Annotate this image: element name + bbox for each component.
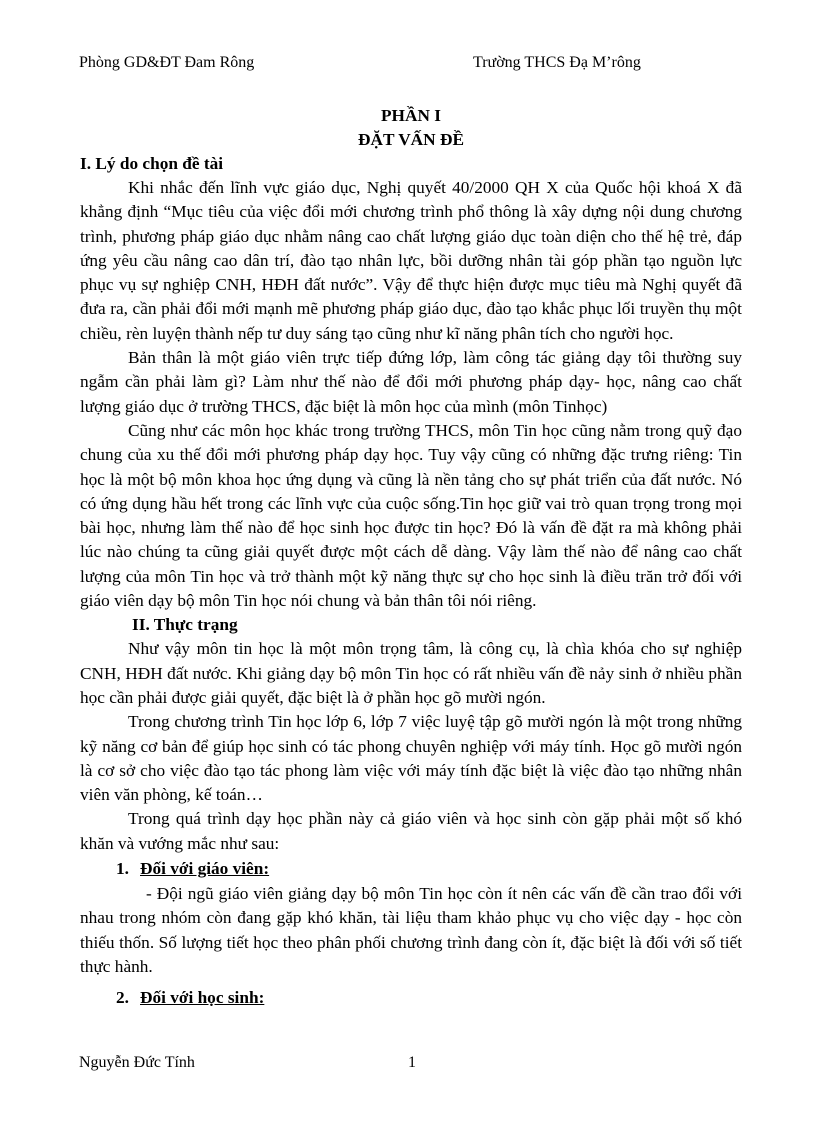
document-body: [80, 104, 742, 1011]
paragraph: Trong quá trình dạy học phần này cả giáo viên và học sinh còn gặp phải một số khó khăn và vướng mắc như sau:: [80, 809, 742, 853]
page-number: 1: [408, 1054, 416, 1071]
paragraph: Như vậy môn tin học là một môn trọng tâm, là công cụ, là chìa khóa cho sự nghiệp CNH, HĐH đất nước. Khi giảng dạy bộ môn Tin học có rất nhiều vấn đề nảy sinh ở nhiều phần học cần phải được giải quyết, đặc biệt là ở phần học gõ mười ngón.: [80, 639, 742, 707]
subheading-title: Đối với giáo viên:: [140, 859, 270, 879]
subheading-teachers: [80, 856, 742, 882]
paragraph: - Đội ngũ giáo viên giảng dạy bộ môn Tin học còn ít nên các vấn đề cần trao đổi với nhau trong nhóm còn đang gặp khó khăn, tài liệu tham khảo phục vụ cho việc dạy - học còn thiếu thốn. Số lượng tiết học theo phân phối chương trình đang còn ít, đặc biệt là đối với số tiết thực hành.: [80, 884, 742, 976]
header-school: Trường THCS Đạ M’rông: [473, 54, 641, 71]
subheading-number: 2.: [116, 988, 129, 1008]
footer-author: Nguyễn Đức Tính: [79, 1054, 195, 1071]
paragraph: Cũng như các môn học khác trong trường THCS, môn Tin học cũng nằm trong quỹ đạo chung của xu thế đổi mới phương pháp dạy học. Tuy vậy cũng có những đặc trưng riêng: Tin học là một bộ môn khoa học ứng dụng và cũng là nền tảng cho sự phát triển của đất nước. Nó có ứng dụng hầu hết trong các lĩnh vực của cuộc sống.Tin học giữ vai trò quan trọng trong mọi bài học, nhưng làm thế nào để học sinh học được tin học? Đó là vấn đề đặt ra mà không phải lúc nào chúng ta cũng giải quyết được một cách dễ dàng. Vậy làm thế nào để nâng cao chất lượng của môn Tin học và trở thành một kỹ năng thực sự cho học sinh là điều trăn trở đối với giáo viên dạy bộ môn Tin học nói chung và bản thân tôi nói riêng.: [80, 420, 742, 611]
paragraph: Bản thân là một giáo viên trực tiếp đứng lớp, làm công tác giảng dạy tôi thường suy ngẫm cần phải làm gì? Làm như thế nào để đổi mới phương pháp dạy- học, nâng cao chất lượng giáo dục ở trường THCS, đặc biệt là môn học của mình (môn Tinhọc): [80, 348, 742, 416]
subheading-students: [80, 985, 742, 1011]
section-heading-reasons: I. Lý do chọn đề tài: [80, 154, 224, 173]
header-department: Phòng GD&ĐT Đam Rông: [79, 54, 255, 71]
part-title: PHẦN I: [380, 106, 441, 125]
subheading-title: Đối với học sinh:: [140, 988, 265, 1008]
section-heading-status: II. Thực trạng: [132, 615, 238, 635]
part-subtitle: ĐẶT VẤN ĐỀ: [358, 130, 464, 149]
subheading-number: 1.: [116, 859, 129, 879]
paragraph: Khi nhắc đến lĩnh vực giáo dục, Nghị quyết 40/2000 QH X của Quốc hội khoá X đã khẳng định “Mục tiêu của việc đổi mới chương trình phổ thông là xây dựng nội dung chương trình, phương pháp giáo dục nhằm nâng cao chất lượng giáo dục toàn diện cho thế hệ trẻ, đáp ứng yêu cầu nâng cao dân trí, đào tạo nhân lực, bồi dưỡng nhân tài góp phần tạo nguồn lực phục vụ sự nghiệp CNH, HĐH đất nước”. Vậy để thực hiện được mục tiêu mà Nghị quyết đã đưa ra, cần phải đổi mới mạnh mẽ phương pháp giáo dục, đào tạo khắc phục lối truyền thụ một chiều, rèn luyện thành nếp tư duy sáng tạo cũng như kĩ năng phân tích cho người học.: [80, 178, 742, 343]
paragraph: Trong chương trình Tin học lớp 6, lớp 7 việc luyệ tập gõ mười ngón là một trong những kỹ năng cơ bản để giúp học sinh có tác phong chuyên nghiệp với máy tính. Học gõ mười ngón là cơ sở cho việc đào tạo tác phong làm việc với máy tính đặc biệt là việc đào tạo những nhân viên văn phòng, kế toán…: [80, 712, 742, 805]
